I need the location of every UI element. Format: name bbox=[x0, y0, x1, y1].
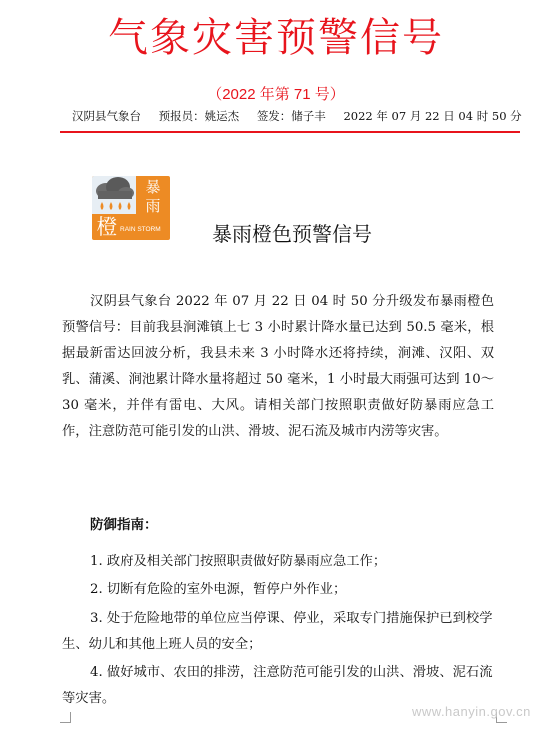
defense-item: 3. 处于危险地带的单位应当停课、停业，采取专门措施保护已到校学生、幼儿和其他上班人员的安全； bbox=[62, 611, 493, 652]
icon-char-bao: 暴 bbox=[145, 178, 161, 196]
red-divider bbox=[60, 131, 520, 133]
defense-item: 1. 政府及相关部门按照职责做好防暴雨应急工作； bbox=[90, 554, 387, 569]
issue-datetime: 2022 年 07 月 22 日 04 时 50 分 bbox=[343, 109, 522, 123]
warning-paragraph: 汉阴县气象台 2022 年 07 月 22 日 04 时 50 分升级发布暴雨橙色预警信号：目前我县涧滩镇上七 3 小时累计降水量已达到 50.5 毫米，根据最新雷达回波分析，我县未来 3 小时降水还将持续，涧滩、汉阳、双乳、蒲溪、涧池累计降水量将超过 50 毫米，1 小时最大雨强可达到 10～30 毫米，并伴有雷电、大风。请相关部门按照职责做好防暴雨应急工作，注意防范可能引发的山洪、滑坡、泥石流及城市内涝等灾害。 bbox=[62, 294, 494, 439]
icon-english-label: RAIN STORM bbox=[120, 226, 161, 233]
page-corner-mark-left bbox=[60, 712, 71, 723]
issue-info-line bbox=[72, 108, 522, 124]
defense-item: 2. 切断有危险的室外电源，暂停户外作业； bbox=[90, 582, 347, 597]
rainstorm-orange-signal-icon bbox=[92, 176, 170, 240]
document-title: 气象灾害预警信号 bbox=[108, 15, 444, 61]
icon-char-yu: 雨 bbox=[145, 197, 161, 215]
rain-cloud-icon bbox=[92, 176, 136, 214]
signer: 签发：储子丰 bbox=[256, 109, 326, 123]
defense-guide-heading: 防御指南： bbox=[90, 517, 158, 533]
defense-item: 4. 做好城市、农田的排涝，注意防范可能引发的山洪、滑坡、泥石流等灾害。 bbox=[62, 665, 493, 706]
site-watermark: www.hanyin.gov.cn bbox=[412, 704, 531, 719]
issuer: 汉阴县气象台 bbox=[72, 109, 141, 123]
icon-char-cheng: 橙 bbox=[96, 215, 118, 239]
signal-heading: 暴雨橙色预警信号 bbox=[212, 222, 372, 246]
forecaster: 预报员：姚运杰 bbox=[158, 109, 240, 123]
document-number: （2022 年第 71 号） bbox=[207, 86, 345, 103]
